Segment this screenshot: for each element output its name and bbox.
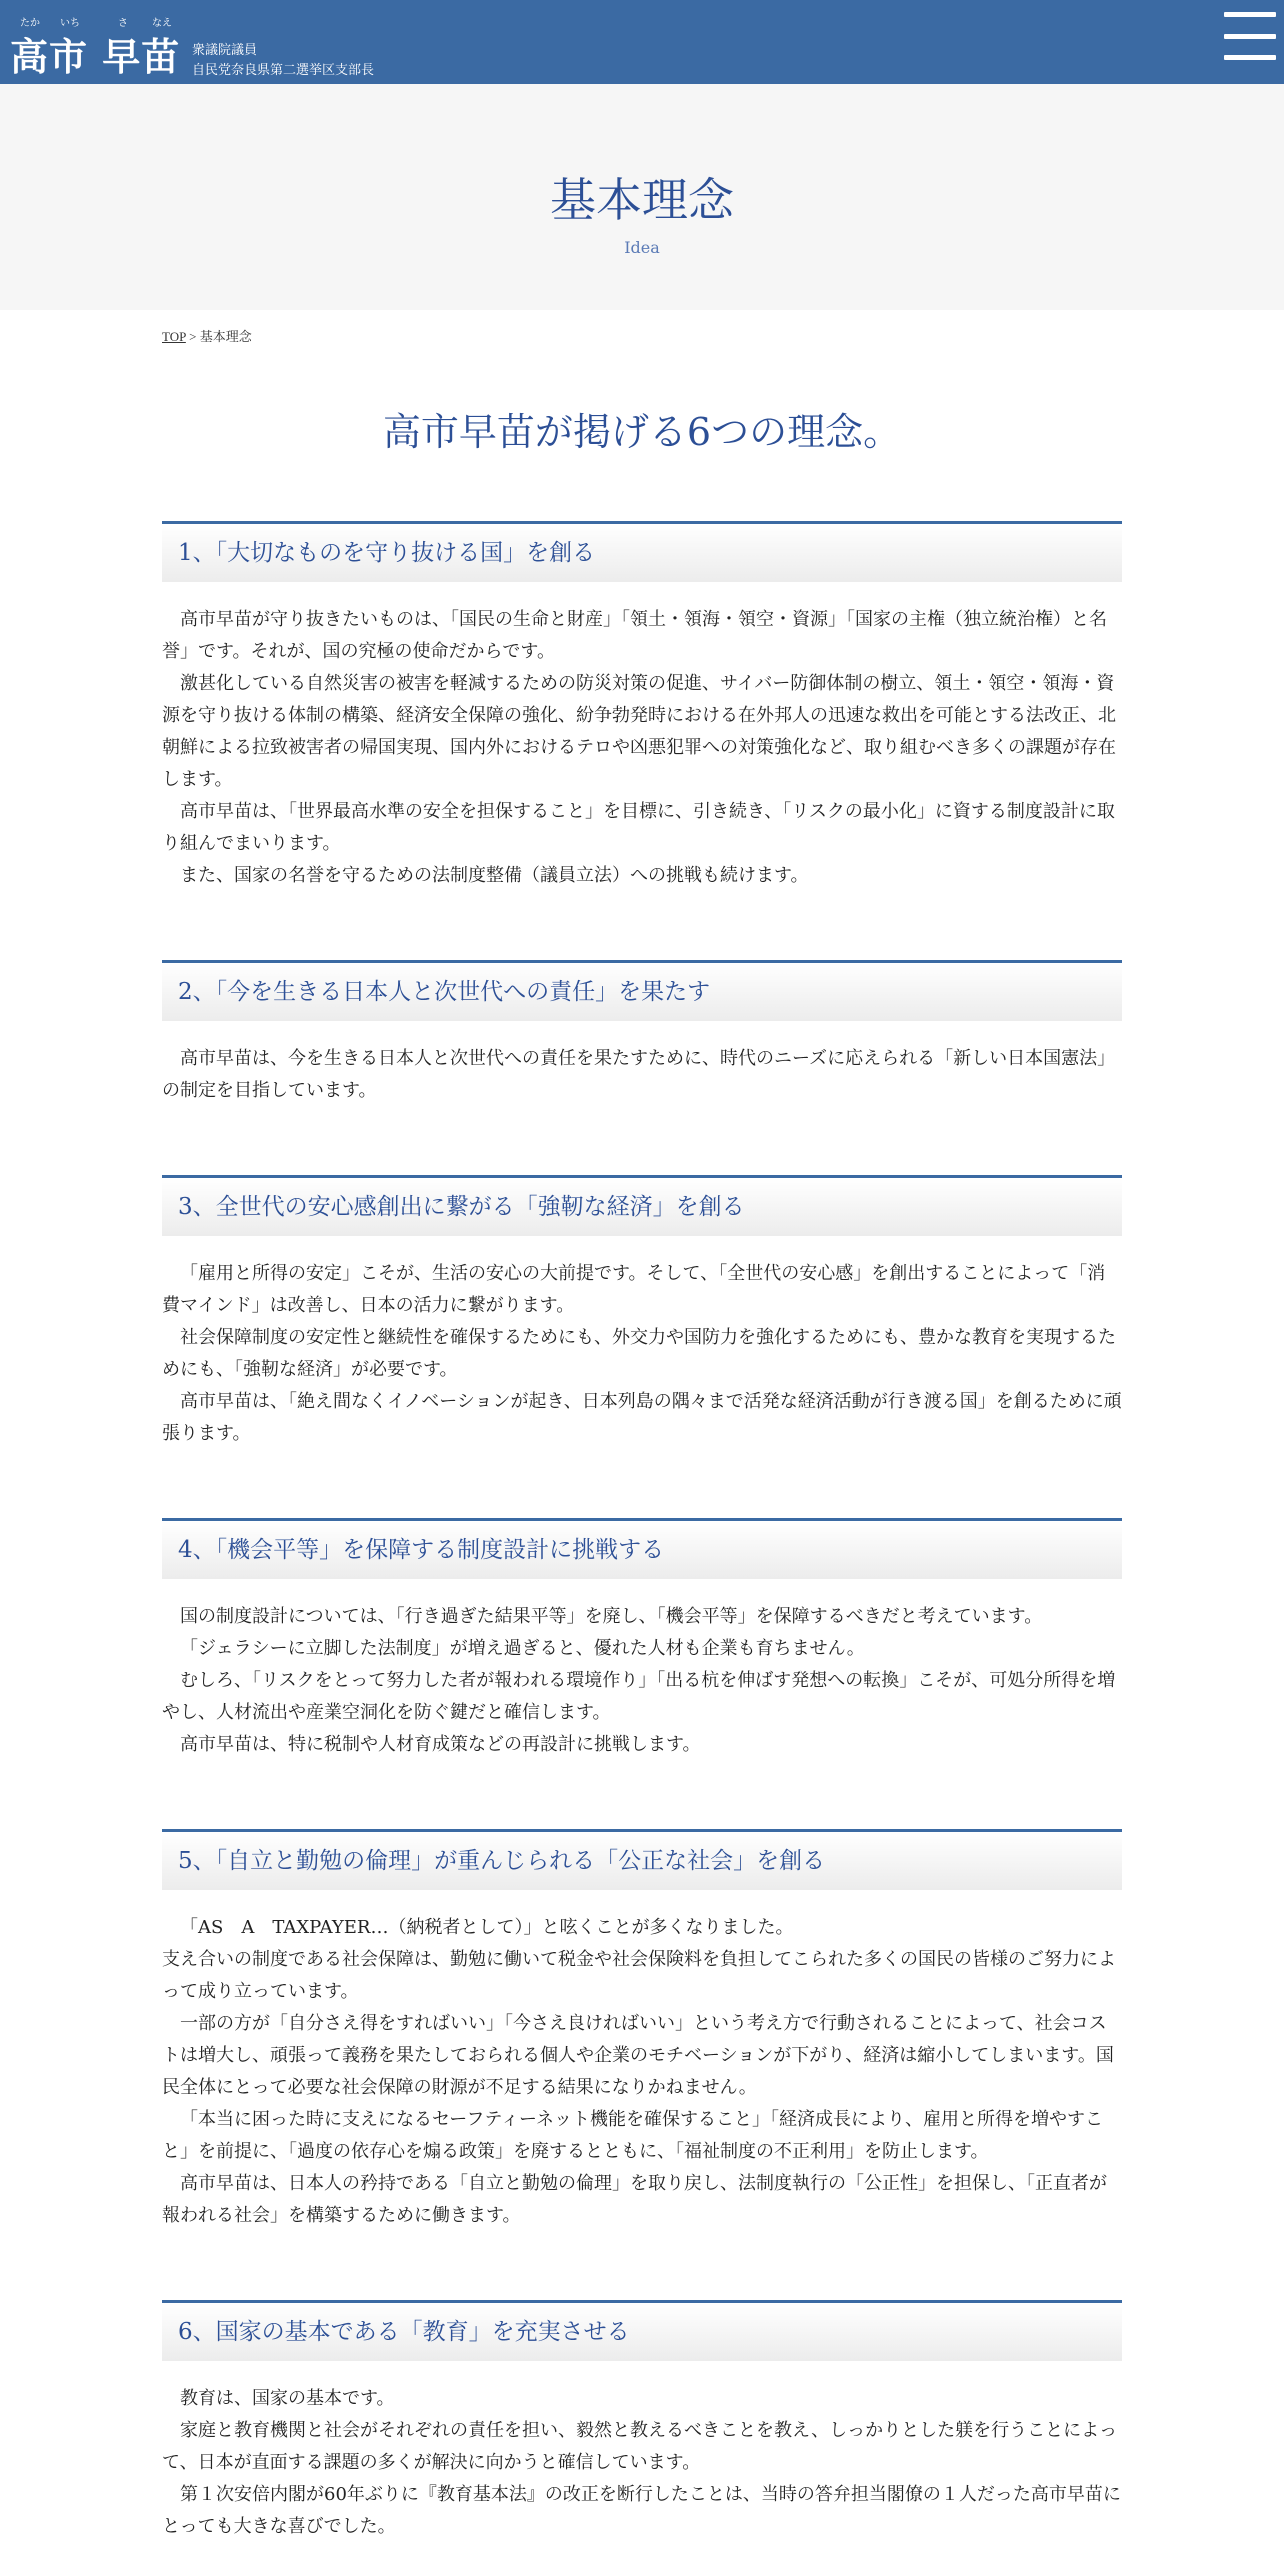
- paragraph: 社会保障制度の安定性と継続性を確保するためにも、外交力や国防力を強化するためにも、豊かな教育を実現するためにも、「強靭な経済」が必要です。: [162, 1327, 1116, 1380]
- section-heading: 5、「自立と勤勉の倫理」が重んじられる「公正な社会」を創る: [162, 1829, 1122, 1890]
- section-heading: 1、「大切なものを守り抜ける国」を創る: [162, 521, 1122, 582]
- section-2: [162, 960, 1122, 1107]
- section-body: [162, 2383, 1122, 2543]
- ruby-ichi: いち: [60, 18, 80, 29]
- main-content: [162, 310, 1122, 2543]
- paragraph: 高市早苗は、今を生きる日本人と次世代への責任を果たすために、時代のニーズに応えられる「新しい日本国憲法」の制定を目指しています。: [162, 1048, 1116, 1101]
- logo-subtitle: [192, 41, 374, 81]
- section-heading: 3、全世代の安心感創出に繋がる「強靭な経済」を創る: [162, 1175, 1122, 1236]
- paragraph: 第１次安倍内閣が60年ぶりに『教育基本法』の改正を断行したことは、当時の答弁担当閣僚の１人だった高市早苗にとっても大きな喜びでした。: [162, 2484, 1121, 2537]
- paragraph: 家庭と教育機関と社会がそれぞれの責任を担い、毅然と教えるべきことを教え、しっかりとした躾を行うことによって、日本が直面する課題の多くが解決に向かうと確信しています。: [162, 2420, 1118, 2473]
- menu-bar-icon: [1224, 12, 1276, 17]
- section-heading: 6、国家の基本である「教育」を充実させる: [162, 2300, 1122, 2361]
- section-3: [162, 1175, 1122, 1450]
- ruby-taka: たか: [20, 18, 40, 29]
- hamburger-menu-button[interactable]: [1224, 10, 1276, 62]
- ruby-nae: なえ: [152, 18, 172, 29]
- breadcrumb-separator: >: [185, 329, 200, 344]
- paragraph: 「AS A TAXPAYER…（納税者として）」と呟くことが多くなりました。: [180, 1917, 794, 1938]
- paragraph: むしろ、「リスクをとって努力した者が報われる環境作り」「出る杭を伸ばす発想への転換」こそが、可処分所得を増やし、人材流出や産業空洞化を防ぐ鍵だと確信します。: [162, 1670, 1116, 1723]
- paragraph: 高市早苗は、日本人の矜持である「自立と勤勉の倫理」を取り戻し、法制度執行の「公正性」を担保し、「正直者が報われる社会」を構築するために働きます。: [162, 2173, 1107, 2226]
- ruby-sa: さ: [118, 18, 128, 29]
- section-body: [162, 1912, 1122, 2232]
- page-title: 基本理念: [550, 173, 734, 227]
- paragraph: また、国家の名誉を守るための法制度整備（議員立法）への挑戦も続けます。: [180, 865, 809, 886]
- paragraph: 「本当に困った時に支えになるセーフティーネット機能を確保すること」「経済成長により、雇用と所得を増やすこと」を前提に、「過度の依存心を煽る政策」を廃するとともに、「福祉制度の不正利用」を防止します。: [162, 2109, 1104, 2162]
- breadcrumb: [162, 326, 1122, 345]
- logo-title-line2: 自民党奈良県第二選挙区支部長: [192, 63, 375, 78]
- paragraph: 教育は、国家の基本です。: [180, 2388, 395, 2409]
- paragraph: 国の制度設計については、「行き過ぎた結果平等」を廃し、「機会平等」を保障するべきだと考えています。: [180, 1606, 1043, 1627]
- breadcrumb-top-link[interactable]: TOP: [162, 329, 186, 344]
- section-5: [162, 1829, 1122, 2232]
- breadcrumb-current: 基本理念: [199, 329, 252, 344]
- section-heading: 4、「機会平等」を保障する制度設計に挑戦する: [162, 1518, 1122, 1579]
- section-body: [162, 1601, 1122, 1761]
- paragraph: 「ジェラシーに立脚した法制度」が増え過ぎると、優れた人材も企業も育ちません。: [180, 1638, 865, 1659]
- paragraph: 高市早苗は、「世界最高水準の安全を担保すること」を目標に、引き続き、「リスクの最小化」に資する制度設計に取り組んでまいります。: [162, 801, 1115, 854]
- page-title-band: [0, 84, 1284, 310]
- lead-heading: 高市早苗が掲げる6つの理念。: [382, 410, 902, 454]
- section-6: [162, 2300, 1122, 2543]
- logo-title-line1: 衆議院議員: [192, 43, 258, 58]
- page-subtitle: Idea: [624, 238, 660, 257]
- paragraph: 一部の方が「自分さえ得をすればいい」「今さえ良ければいい」という考え方で行動されることによって、社会コストは増大し、頑張って義務を果たしておられる個人や企業のモチベーションが下がり、経済は縮小してしまいます。国民全体にとって必要な社会保障の財源が不足する結果になりかねません。: [162, 2013, 1114, 2098]
- paragraph: 高市早苗が守り抜きたいものは、「国民の生命と財産」「領土・領海・領空・資源」「国家の主権（独立統治権）と名誉」です。それが、国の究極の使命だからです。: [162, 609, 1107, 662]
- section-4: [162, 1518, 1122, 1761]
- menu-bar-icon: [1224, 55, 1276, 60]
- paragraph: 高市早苗は、「絶え間なくイノベーションが起き、日本列島の隅々まで活発な経済活動が行き渡る国」を創るために頑張ります。: [162, 1391, 1122, 1444]
- paragraph: 高市早苗は、特に税制や人材育成策などの再設計に挑戦します。: [180, 1734, 701, 1755]
- menu-bar-icon: [1224, 34, 1276, 39]
- section-body: [162, 604, 1122, 892]
- section-body: [162, 1258, 1122, 1450]
- paragraph: 「雇用と所得の安定」こそが、生活の安心の大前提です。そして、「全世代の安心感」を創出することによって「消費マインド」は改善し、日本の活力に繋がります。: [162, 1263, 1106, 1316]
- section-1: [162, 521, 1122, 892]
- site-header: [0, 0, 1284, 84]
- paragraph: 激甚化している自然災害の被害を軽減するための防災対策の促進、サイバー防御体制の樹立、領土・領空・領海・資源を守り抜ける体制の構築、経済安全保障の強化、紛争勃発時における在外邦人の迅速な救出を可能とする法改正、北朝鮮による拉致被害者の帰国実現、国内外におけるテロや凶悪犯罪への対策強化など、取り組むべき多くの課題が存在します。: [162, 673, 1116, 790]
- logo-name: 高市 早苗: [10, 35, 181, 79]
- section-body: [162, 1043, 1122, 1107]
- section-heading: 2、「今を生きる日本人と次世代への責任」を果たす: [162, 960, 1122, 1021]
- paragraph: 支え合いの制度である社会保障は、勤勉に働いて税金や社会保険料を負担してこられた多くの国民の皆様のご努力によって成り立っています。: [162, 1949, 1116, 2002]
